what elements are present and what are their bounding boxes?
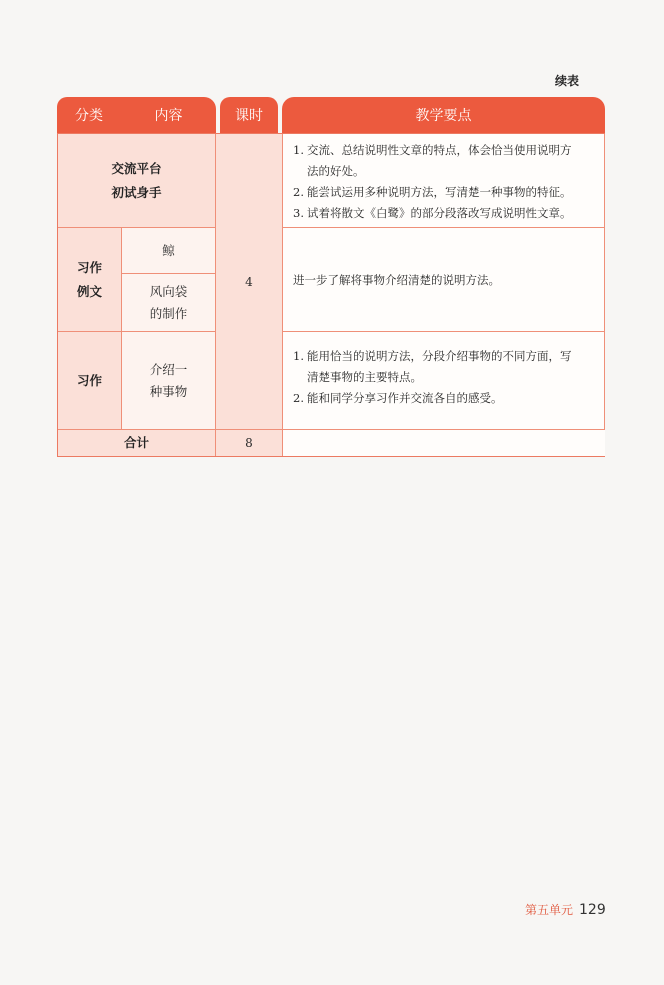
list-item: 1. 交流、总结说明性文章的特点，体会恰当使用说明方 法的好处。 — [293, 143, 572, 178]
exchange-title-line1: 交流平台 — [111, 160, 162, 176]
list-item: 2. 能尝试运用多种说明方法，写清楚一种事物的特征。 — [293, 185, 572, 199]
total-goal-cell — [283, 430, 605, 456]
unit-label: 第五单元 — [525, 903, 574, 917]
lesson-table — [57, 133, 605, 457]
total-hours-cell: 8 — [216, 430, 283, 456]
header-content: 内容 — [121, 97, 216, 133]
exchange-title-line2: 初试身手 — [111, 184, 162, 200]
list-item: 3. 试着将散文《白鹭》的部分段落改写成说明性文章。 — [293, 206, 572, 220]
header-category: 分类 — [57, 97, 121, 133]
table-header — [57, 97, 605, 133]
page-number: 129 — [579, 902, 606, 918]
examples-goal-cell: 进一步了解将事物介绍清楚的说明方法。 — [283, 228, 605, 332]
continued-label: 续表 — [555, 74, 580, 88]
writing-points-cell — [283, 332, 605, 430]
writing-content-cell: 介绍一 种事物 — [122, 332, 216, 430]
hours-shared-cell: 4 — [216, 134, 283, 430]
example-item-windsock: 风向袋 的制作 — [122, 274, 216, 332]
list-item: 1. 能用恰当的说明方法，分段介绍事物的不同方面，写 清楚事物的主要特点。 — [293, 349, 572, 384]
examples-category-cell: 习作 例文 — [58, 228, 122, 332]
exchange-title-cell — [58, 134, 216, 228]
header-hours: 课时 — [220, 97, 278, 133]
page-footer — [525, 901, 606, 918]
example-item-whale: 鲸 — [122, 228, 216, 274]
header-goals: 教学要点 — [282, 97, 605, 133]
exchange-points-cell — [283, 134, 605, 228]
writing-category-cell: 习作 — [58, 332, 122, 430]
list-item: 2. 能和同学分享习作并交流各自的感受。 — [293, 391, 503, 405]
total-label-cell: 合计 — [58, 430, 216, 456]
